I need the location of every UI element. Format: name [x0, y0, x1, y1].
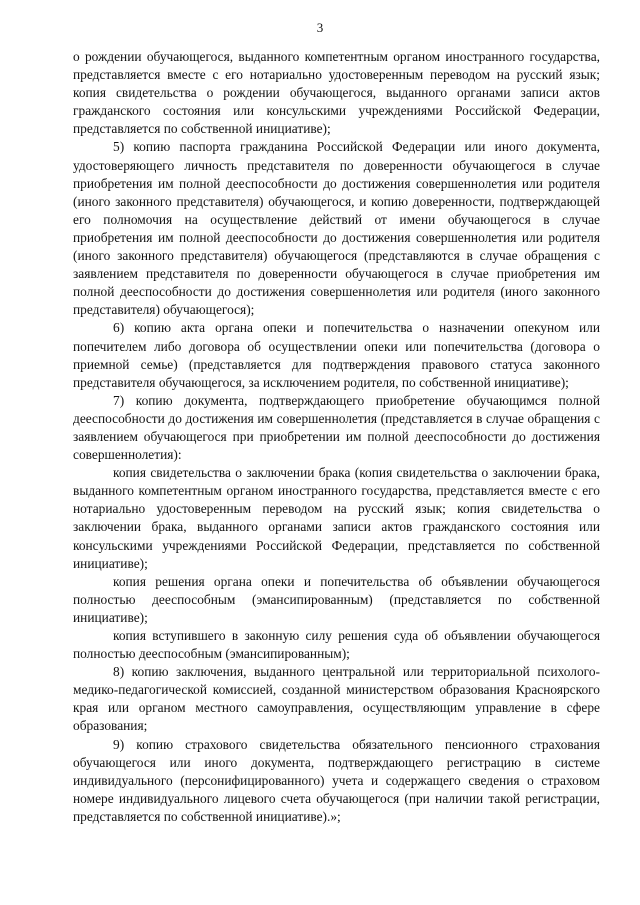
paragraph-item-6-guardianship: 6) копию акта органа опеки и попечительства о назначении опекуном или попечителем либо договора об осуществлении опеки или попечительства (договора о приемной семье) (представляется для подтверждения правового статуса законного представителя обучающегося, за исключением родителя, по собственной инициативе);	[73, 320, 600, 390]
paragraph-emancipation-decision: копия решения органа опеки и попечительства об объявлении обучающегося полностью дееспособным (эмансипированным) (представляется по собственной инициативе);	[73, 573, 600, 625]
paragraph-court-decision: копия вступившего в законную силу решения суда об объявлении обучающегося полностью дееспособным (эмансипированным);	[73, 628, 600, 662]
paragraph-item-9-insurance-certificate: 9) копию страхового свидетельства обязательного пенсионного страхования обучающегося или иного документа, подтверждающего регистрацию в системе индивидуального (персонифицированного) учета и содержащего сведения о страховом номере индивидуального лицевого счета обучающегося (при наличии такой регистрации, представляется по собственной инициативе).»;	[73, 736, 600, 824]
paragraph-item-7-legal-capacity: 7) копию документа, подтверждающего приобретение обучающимся полной дееспособности до достижения им совершеннолетия (представляется в случае обращения с заявлением обучающегося при приобретении им полной дееспособности до достижения совершеннолетия):	[73, 392, 600, 463]
document-body	[73, 48, 600, 826]
paragraph-birth-certificate-continuation: о рождении обучающегося, выданного компетентным органом иностранного государства, представляется вместе с его нотариально удостоверенным переводом на русский язык; копия свидетельства о рождении обучающегося, выданного органами записи актов гражданского состояния или консульскими учреждениями Российской Федерации, представляется по собственной инициативе);	[73, 49, 600, 137]
paragraph-item-5-passport: 5) копию паспорта гражданина Российской Федерации или иного документа, удостоверяющего личность представителя по доверенности обучающегося в случае приобретения им полной дееспособности до достижения совершеннолетия или родителя (иного законного представителя) обучающегося, и копию доверенности, подтверждающей его полномочия на осуществление действий от имени обучающегося в случае приобретения им полной дееспособности до достижения совершеннолетия или родителя (иного законного представителя) обучающегося (представляются в случае обращения с заявлением представителя по доверенности обучающегося в случае приобретения им полной дееспособности до достижения совершеннолетия или родителя (иного законного представителя) обучающегося);	[73, 139, 600, 318]
paragraph-item-8-commission-conclusion: 8) копию заключения, выданного центральной или территориальной психолого-медико-педагогической комиссией, созданной министерством образования Красноярского края или органом местного самоуправления, осуществляющим управление в сфере образования;	[73, 664, 600, 734]
paragraph-marriage-certificate: копия свидетельства о заключении брака (копия свидетельства о заключении брака, выданного компетентным органом иностранного государства, представляется вместе с его нотариально удостоверенным переводом на русский язык; копия свидетельства о заключении брака, выданного органами записи актов гражданского состояния или консульскими учреждениями Российской Федерации, представляется по собственной инициативе);	[73, 465, 600, 571]
page-number: 3	[316, 20, 324, 35]
